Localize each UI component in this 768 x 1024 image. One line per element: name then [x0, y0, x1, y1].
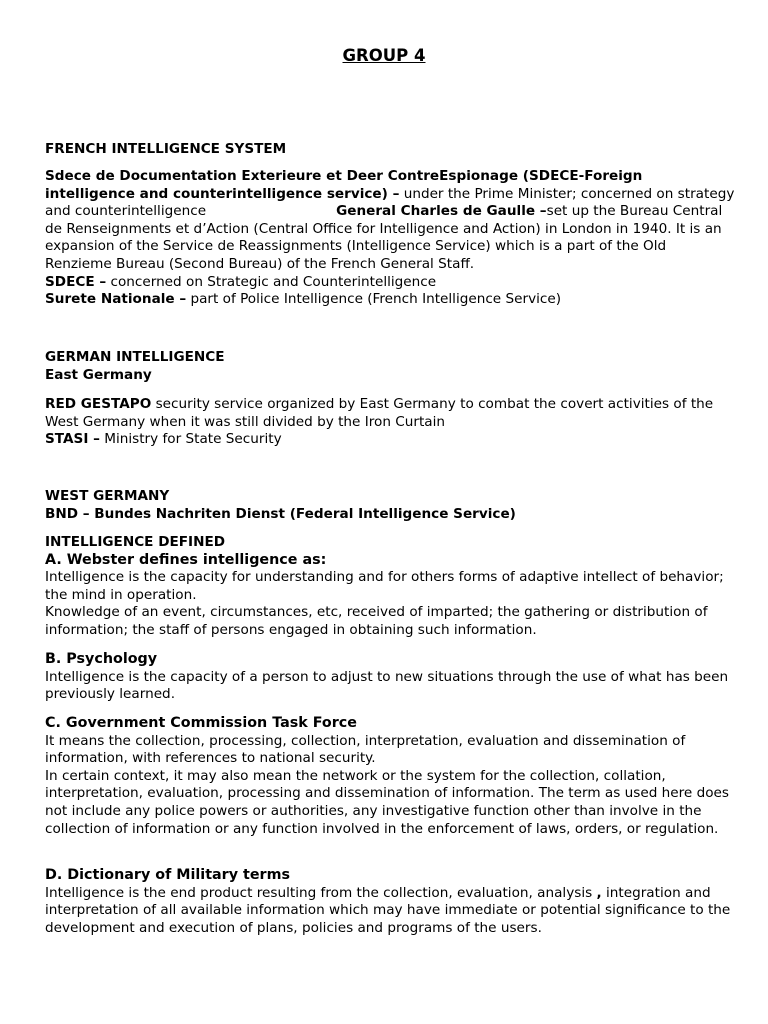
military-terms-definition — [45, 885, 735, 938]
military-definition-part-2: integration and interpretation of all available information which may have immediate or potential significance to the development and execution of plans, policies and programs of the users. — [45, 884, 731, 936]
government-commission-definition-1: It means the collection, processing, collection, interpretation, evaluation and dissemination of information, with references to national security. — [45, 732, 686, 767]
french-heading — [45, 141, 735, 159]
psychology-heading: B. Psychology — [45, 651, 158, 667]
sdece-full-paragraph — [45, 168, 735, 309]
military-definition-part-1: Intelligence is the end product resulting from the collection, evaluation, analysis — [45, 884, 597, 901]
sdece-full-description: under the Prime Minister; concerned on strategy and counterintelligence — [45, 185, 735, 220]
surete-line — [45, 291, 735, 309]
intelligence-defined-block — [45, 534, 735, 640]
surete-description: part of Police Intelligence (French Intelligence Service) — [186, 291, 562, 308]
east-germany-subheading: East Germany — [45, 366, 152, 383]
west-germany-heading: WEST GERMANY — [45, 488, 170, 504]
bold-comma: , — [596, 884, 602, 901]
west-germany-block — [45, 488, 735, 523]
psychology-definition: Intelligence is the capacity of a person to adjust to new situations through the use of what has been previously learned. — [45, 668, 729, 703]
red-gestapo-paragraph — [45, 396, 735, 449]
stasi-term: STASI – — [45, 431, 100, 448]
red-gestapo-description: security service organized by East Germany to combat the covert activities of the West Germany when it was still divided by the Iron Curtain — [45, 396, 714, 430]
sdece-line — [45, 274, 735, 292]
psychology-block — [45, 651, 735, 704]
stasi-line — [45, 431, 735, 449]
military-terms-heading: D. Dictionary of Military terms — [45, 867, 291, 883]
intelligence-defined-heading: INTELLIGENCE DEFINED — [45, 534, 226, 550]
sdece-description: concerned on Strategic and Counterintelligence — [106, 273, 437, 290]
stasi-description: Ministry for State Security — [99, 431, 282, 448]
german-heading-block — [45, 349, 735, 384]
webster-heading: A. Webster defines intelligence as: — [45, 551, 327, 568]
surete-term: Surete Nationale – — [45, 291, 187, 308]
french-heading-text: FRENCH INTELLIGENCE SYSTEM — [45, 141, 287, 157]
sdece-full-term: Sdece de Documentation Exterieure et Deer ContreEspionage (SDECE-Foreign intelligence and counterintelligence service) – — [45, 168, 643, 202]
red-gestapo-term: RED GESTAPO — [45, 396, 152, 412]
sdece-term: SDECE – — [45, 273, 107, 290]
gaulle-term: General Charles de Gaulle – — [336, 203, 547, 220]
bnd-line: BND – Bundes Nachriten Dienst (Federal Intelligence Service) — [45, 505, 516, 522]
webster-definition-2: Knowledge of an event, circumstances, etc, received of imparted; the gathering or distribution of information; the staff of persons engaged in obtaining such information. — [45, 604, 708, 638]
german-heading: GERMAN INTELLIGENCE — [45, 349, 225, 365]
government-commission-definition-2: In certain context, it may also mean the network or the system for the collection, collation, interpretation, evaluation, processing and dissemination of information. The term as used here does not include any police powers or authorities, any investigative function other than involve in the collection of information or any function involved in the enforcement of laws, orders, or regulation. — [45, 767, 729, 837]
military-terms-block — [45, 867, 735, 937]
page-title: GROUP 4 — [342, 46, 426, 65]
government-commission-block — [45, 715, 735, 838]
gaulle-description: set up the Bureau Central de Renseignments et d’Action (Central Office for Intelligence and Action) in London in 1940. It is an expansion of the Service de Reassignments (Intelligence Service) which is a part of the Old Renzieme Bureau (Second Bureau) of the French General Staff. — [45, 203, 723, 272]
webster-definition-1: Intelligence is the capacity for understanding and for others forms of adaptive intellect of behavior; the mind in operation. — [45, 569, 724, 603]
government-commission-heading: C. Government Commission Task Force — [45, 715, 357, 731]
